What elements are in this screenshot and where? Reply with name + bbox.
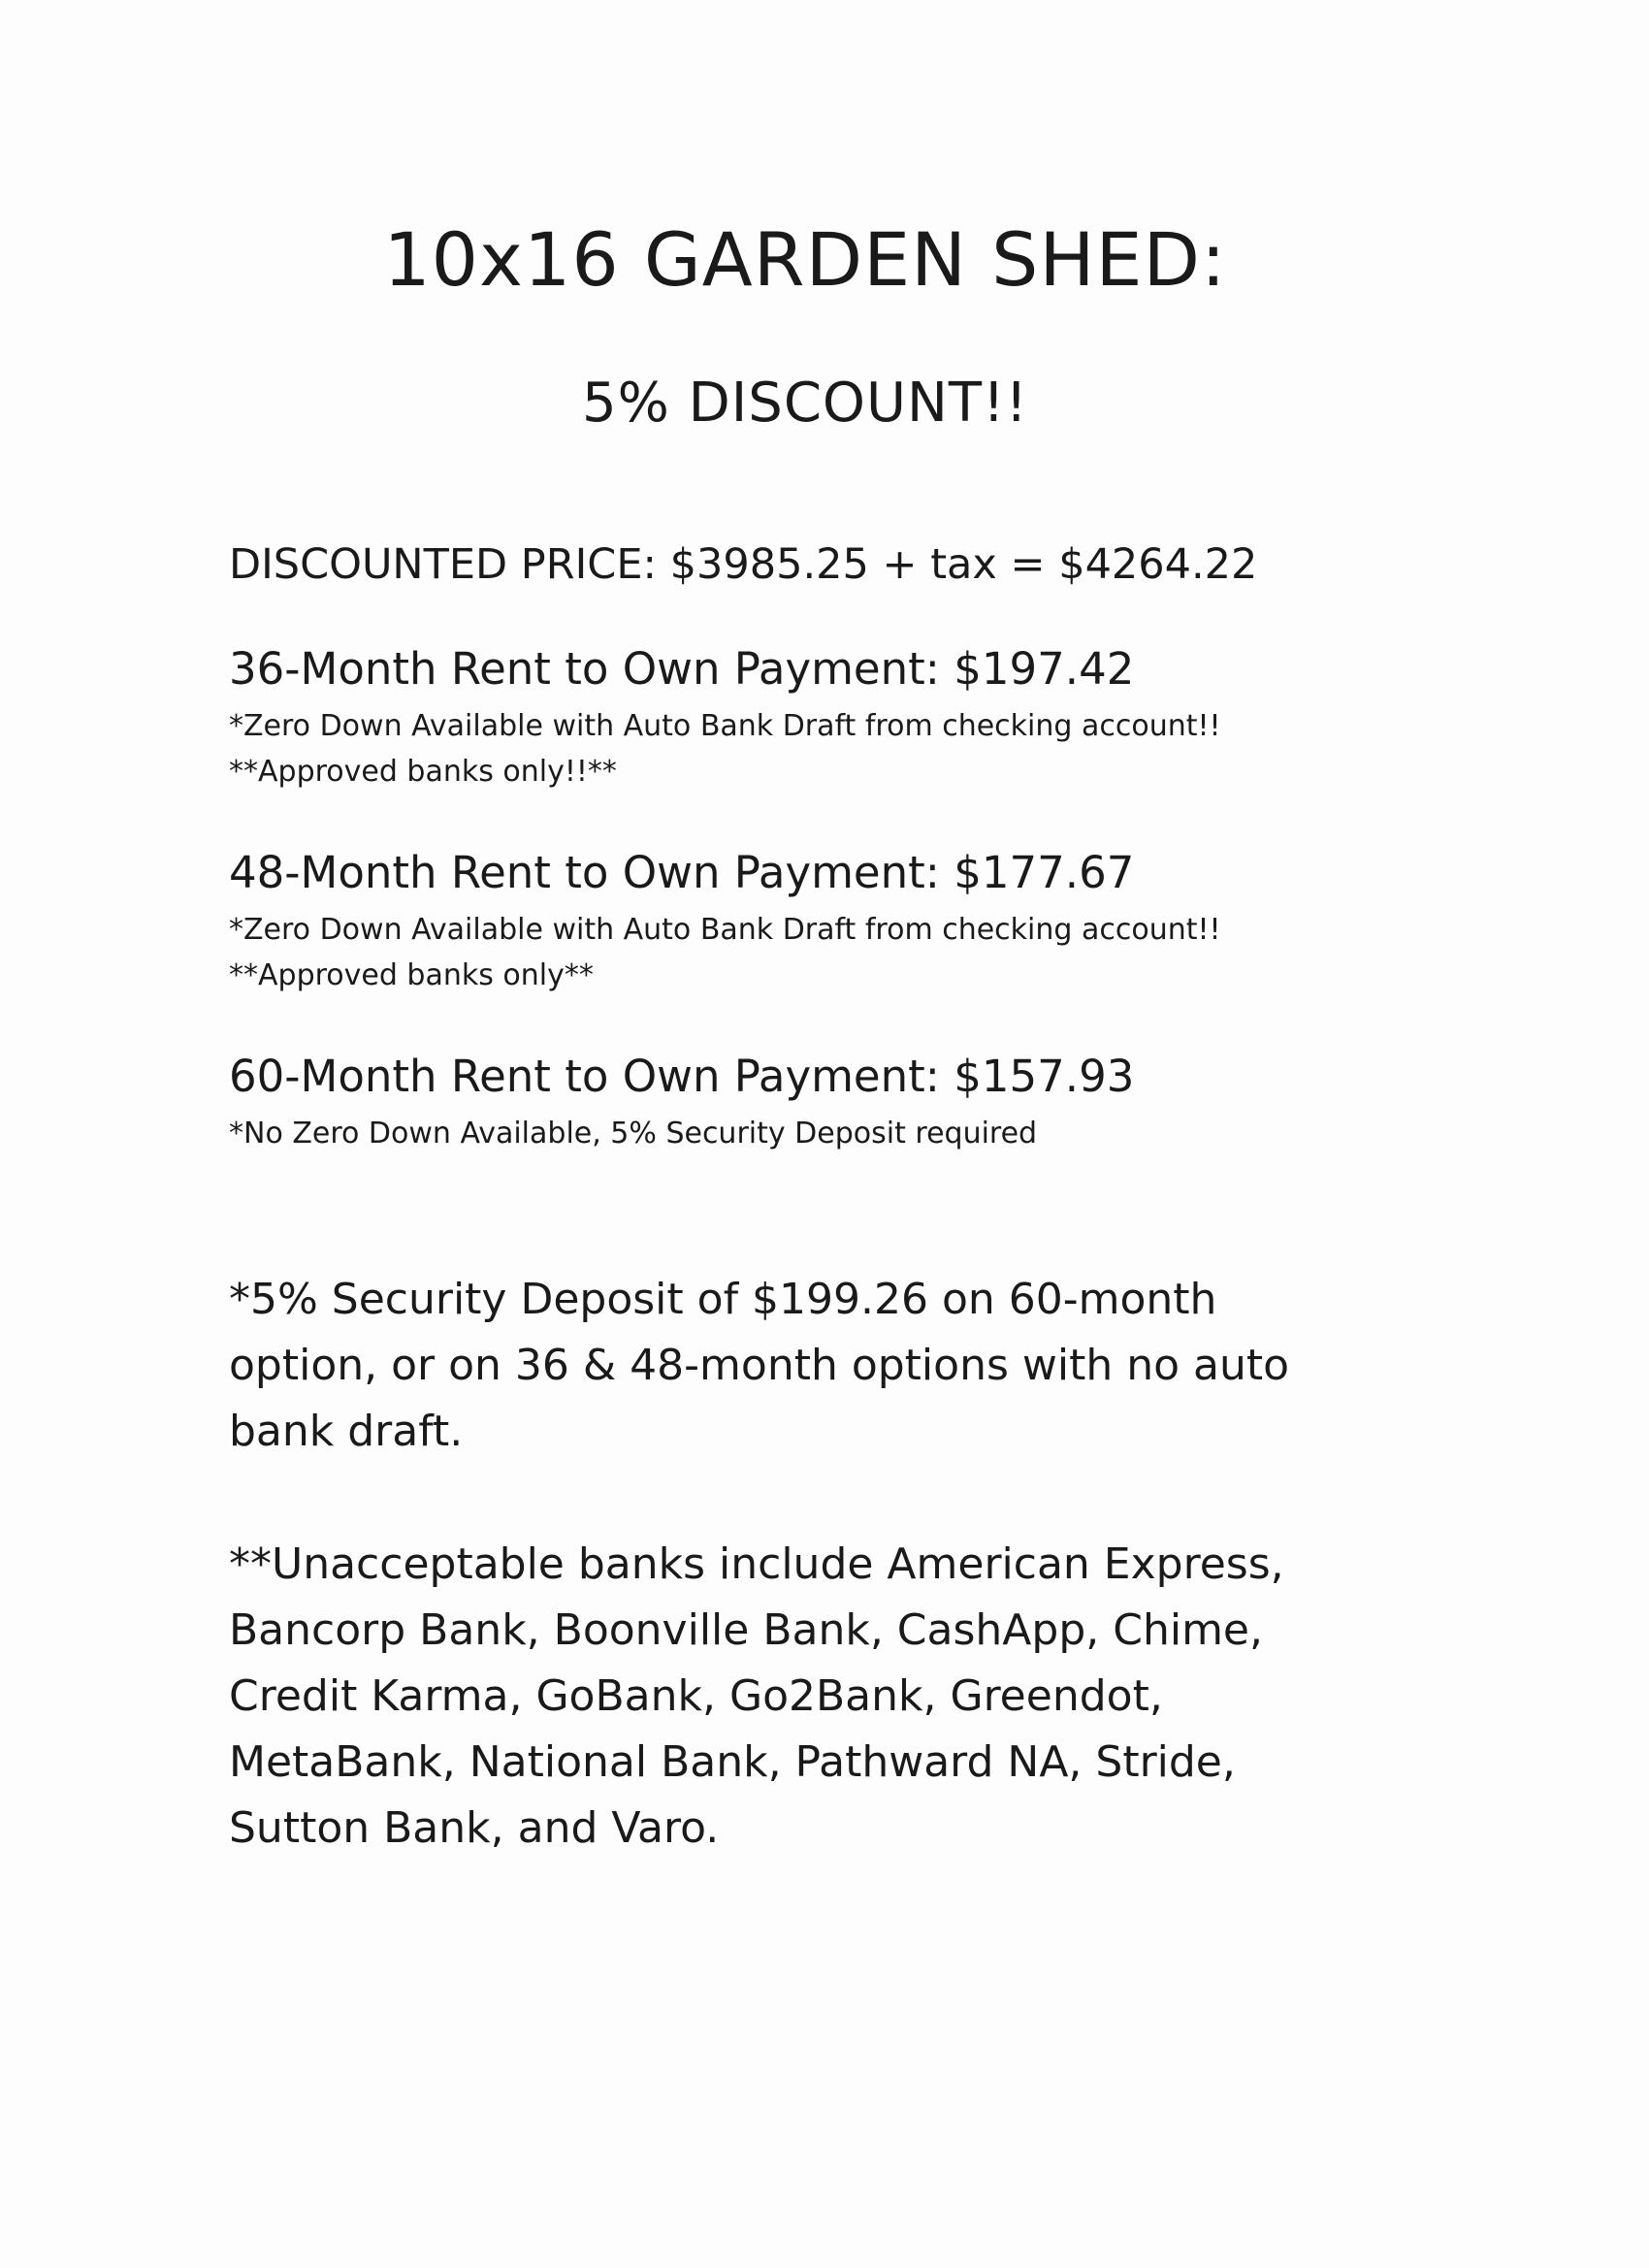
plan-note: **Approved banks only** <box>229 958 594 992</box>
security-deposit-note: *5% Security Deposit of $199.26 on 60-month option, or on 36 & 48-month options with no auto bank draft. <box>229 1275 1290 1456</box>
discount-subtitle: 5% DISCOUNT!! <box>582 372 1028 435</box>
plan-heading: 48-Month Rent to Own Payment: $177.67 <box>229 847 1135 898</box>
discounted-price-line: DISCOUNTED PRICE: $3985.25 + tax = $4264.22 <box>229 540 1258 589</box>
page-title: 10x16 GARDEN SHED: <box>383 216 1227 303</box>
plan-36-month <box>229 635 1432 794</box>
plan-note: *No Zero Down Available, 5% Security Deposit required <box>229 1117 1038 1150</box>
plan-60-month <box>229 1043 1432 1156</box>
unacceptable-banks-note: **Unacceptable banks include American Express, Bancorp Bank, Boonville Bank, CashApp, Chime, Credit Karma, GoBank, Go2Bank, Greendot, MetaBank, National Bank, Pathward NA, Stride, Sutton Bank, and Varo. <box>229 1539 1284 1853</box>
plan-48-month <box>229 839 1432 998</box>
plan-note: *Zero Down Available with Auto Bank Draft from checking account!! <box>229 709 1221 743</box>
plan-note: *Zero Down Available with Auto Bank Draft from checking account!! <box>229 913 1221 947</box>
plan-heading: 60-Month Rent to Own Payment: $157.93 <box>229 1051 1135 1102</box>
plan-note: **Approved banks only!!** <box>229 755 617 789</box>
plan-heading: 36-Month Rent to Own Payment: $197.42 <box>229 643 1135 695</box>
